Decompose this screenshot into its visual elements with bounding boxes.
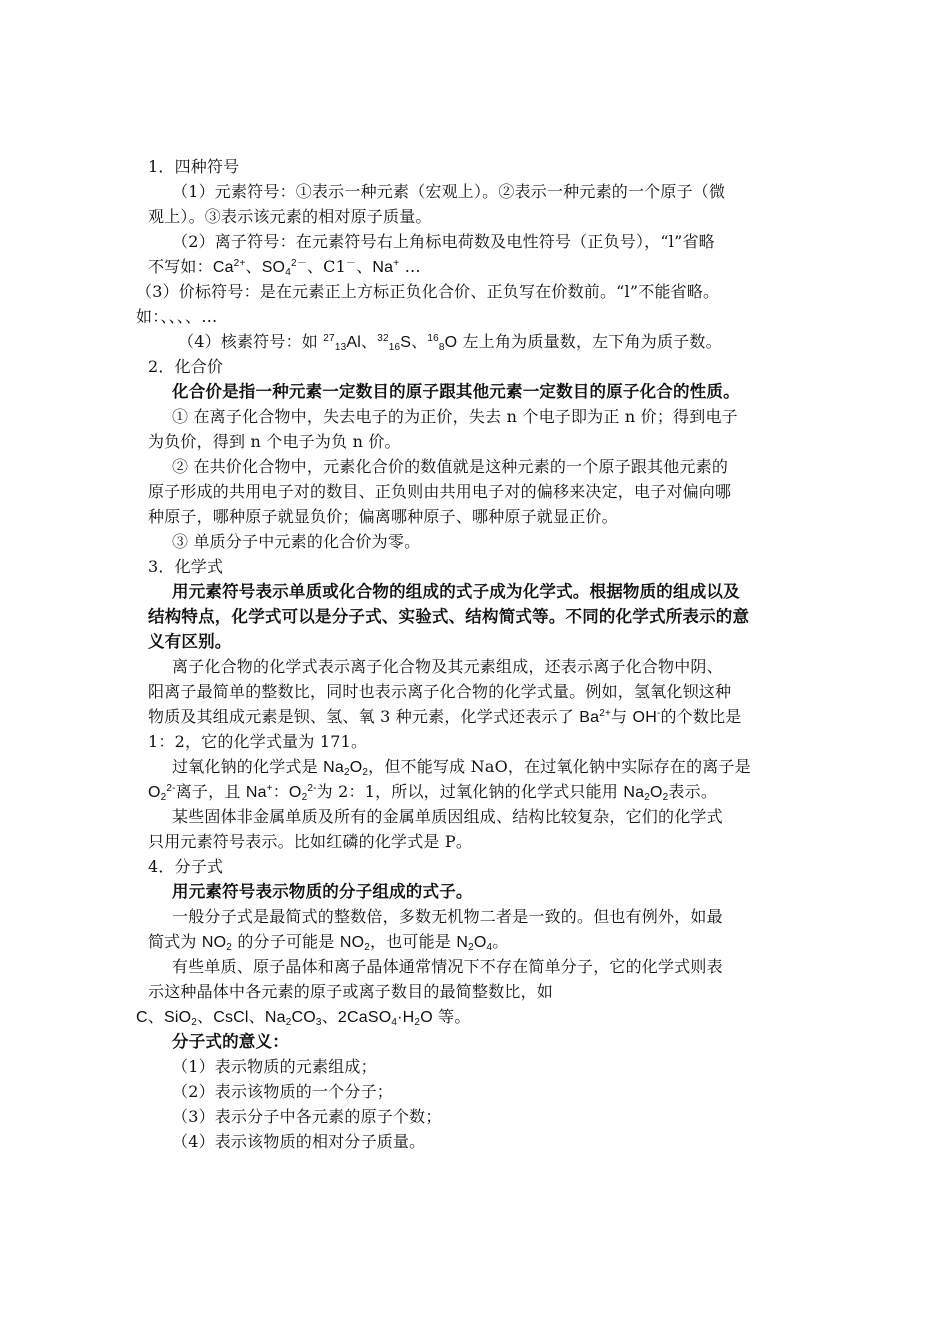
s4-meaning-heading: 分子式的意义： (172, 1032, 289, 1051)
s4-p1-line1: 一般分子式是最简式的整数倍，多数无机物二者是一致的。但也有例外，如最 (172, 907, 723, 926)
section-4-heading: 4．分子式 (148, 857, 224, 876)
s1-p1-line1: （1）元素符号：①表示一种元素（宏观上）。②表示一种元素的一个原子（微 (172, 182, 726, 201)
s1-p2-line1: （2）离子符号：在元素符号右上角标电荷数及电性符号（正负号），“l”省略 (172, 232, 715, 251)
s2-item2-line3: 种原子，哪种原子就显负价；偏离哪种原子、哪种原子就显正价。 (148, 507, 618, 526)
s4-meaning-2: （2）表示该物质的一个分子； (172, 1082, 393, 1101)
s3-p3-line1: 某些固体非金属单质及所有的金属单质因组成、结构比较复杂，它们的化学式 (172, 807, 723, 826)
s2-item3: ③ 单质分子中元素的化合价为零。 (172, 532, 421, 551)
s3-p1-line4: 1：2，它的化学式量为 171。 (148, 732, 368, 751)
s3-def-line2: 结构特点，化学式可以是分子式、实验式、结构简式等。不同的化学式所表示的意 (148, 607, 750, 626)
s2-item1-line1: ① 在离子化合物中，失去电子的为正价，失去 n 个电子即为正 n 价；得到电子 (172, 407, 738, 426)
s2-item2-line1: ② 在共价化合物中，元素化合价的数值就是这种元素的一个原子跟其他元素的 (172, 457, 729, 476)
s2-definition: 化合价是指一种元素一定数目的原子跟其他元素一定数目的原子化合的性质。 (172, 382, 740, 401)
s2-item2-line2: 原子形成的共用电子对的数目、正负则由共用电子对的偏移来决定，电子对偏向哪 (148, 482, 732, 501)
s3-p1-line3: 物质及其组成元素是钡、氢、氧 3 种元素，化学式还表示了 $Ba^{2+}$与 OH-的个数比是 (148, 707, 742, 726)
s3-p2-line2: $O_2^{2-}$离子，且 Na+：$O_2^{2-}$为 2：1，所以，过氧化钠的化学式只能用 $Na_2O_2$表示。 (148, 782, 718, 803)
s4-meaning-3: （3）表示分子中各元素的原子个数； (172, 1107, 442, 1126)
section-2-heading: 2．化合价 (148, 357, 224, 376)
s2-item1-line2: 为负价，得到 n 个电子为负 n 价。 (148, 432, 401, 451)
s4-p1-line2: 简式为 $NO_2$ 的分子可能是 $NO_2$，也可能是 $N_2O_4$。 (148, 932, 509, 953)
s3-p3-line2: 只用元素符号表示。比如红磷的化学式是 P。 (148, 832, 473, 851)
s3-def-line3: 义有区别。 (148, 632, 232, 651)
s1-p1-line2: 观上）。③表示该元素的相对原子质量。 (148, 207, 432, 226)
s4-p2-line1: 有些单质、原子晶体和离子晶体通常情况下不存在简单分子，它的化学式则表 (172, 957, 723, 976)
s4-formula-list: C、SiO$_2$、CsCl、$Na_2CO_3$、$2CaSO_4\cdot H_2O$ 等。 (136, 1007, 471, 1028)
s3-def-line1: 用元素符号表示单质或化合物的组成的式子成为化学式。根据物质的组成以及 (172, 582, 740, 601)
s1-p3-line2: 如：、、、、… (136, 307, 218, 326)
s1-p2-line2: 不写如：$Ca^{2+}$、$SO_4^{2-}$、C1－、Na+ … (148, 257, 421, 278)
s4-meaning-4: （4）表示该物质的相对分子质量。 (172, 1132, 426, 1151)
s1-p4-line1: （4）核素符号：如 $^{27}_{13}$Al、$^{32}_{16}$S、$^{16}_8$O 左上角为质量数，左下角为质子数。 (178, 332, 722, 353)
s4-definition: 用元素符号表示物质的分子组成的式子。 (172, 882, 473, 901)
s4-p2-line2: 示这种晶体中各元素的原子或离子数目的最简整数比，如 (148, 982, 554, 1001)
section-3-heading: 3．化学式 (148, 557, 224, 576)
s4-meaning-1: （1）表示物质的元素组成； (172, 1057, 377, 1076)
s3-p1-line2: 阳离子最简单的整数比，同时也表示离子化合物的化学式量。例如，氢氧化钡这种 (148, 682, 732, 701)
s1-p3-line1: （3）价标符号：是在元素正上方标正负化合价、正负写在价数前。“l”不能省略。 (136, 282, 720, 301)
s3-p2-line1: 过氧化钠的化学式是 $Na_2O_2$，但不能写成 NaO，在过氧化钠中实际存在的离子是 (172, 757, 751, 778)
s3-p1-line1: 离子化合物的化学式表示离子化合物及其元素组成，还表示离子化合物中阴、 (172, 657, 723, 676)
section-1-heading: 1．四种符号 (148, 157, 240, 176)
